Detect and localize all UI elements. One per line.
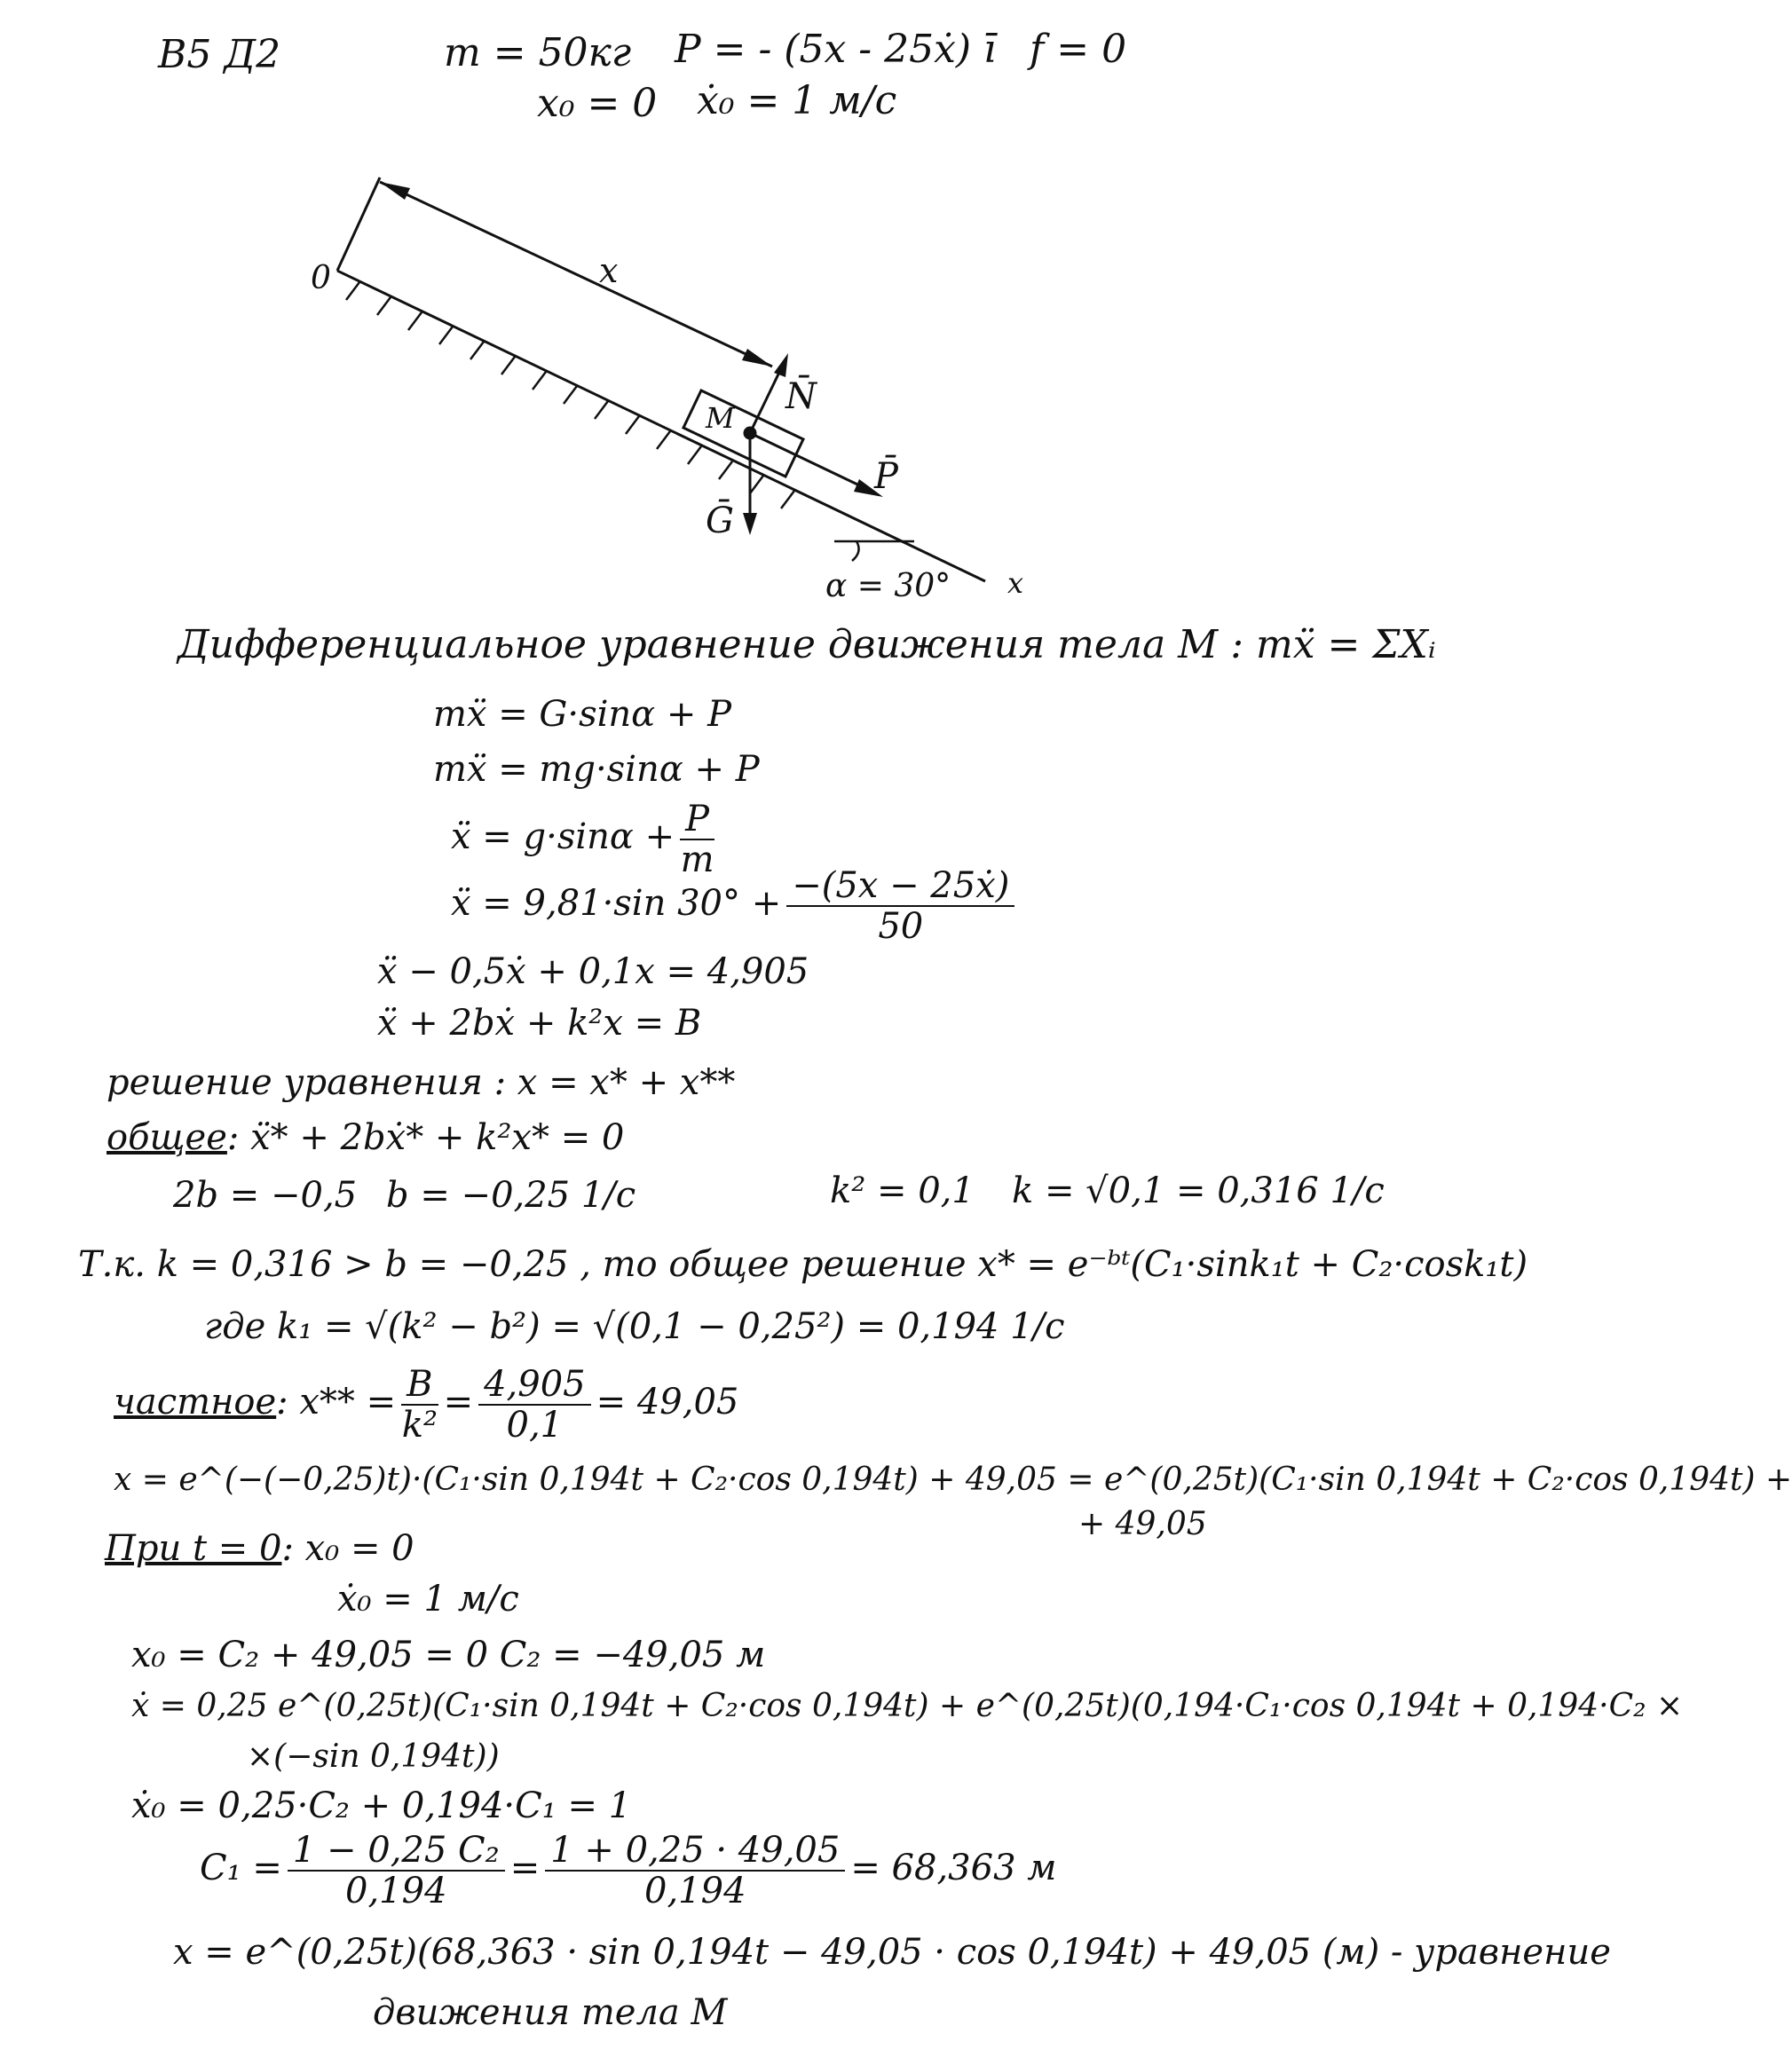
initial-velocity-equation: ẋ₀ = 0,25·C₂ + 0,194·C₁ = 1 [131, 1785, 632, 1826]
equation-4-left: ẍ = 9,81·sin 30° + [451, 883, 782, 924]
k-value: k = √0,1 = 0,316 1/с [1012, 1170, 1385, 1211]
particular-fraction-2 [478, 1364, 591, 1446]
equation-3-numerator: P [680, 801, 714, 840]
friction-value: f = 0 [1030, 27, 1127, 72]
c1-fraction-1 [288, 1832, 505, 1909]
velocity-expression: ẋ = 0,25 e^(0,25t)(C₁·sin 0,194t + C₂·cos 0,194t) + e^(0,25t)(0,194·C₁·cos 0,194t + 0,194·C₂ × [131, 1688, 1684, 1724]
c1-numerator-2: 1 + 0,25 · 49,05 [545, 1832, 845, 1872]
equation-1: mẍ = G·sinα + P [433, 694, 732, 735]
c1-fraction-2 [545, 1832, 845, 1909]
equation-4-numerator: −(5x − 25ẋ) [786, 868, 1014, 907]
equation-3-left: ẍ = g·sinα + [451, 816, 675, 857]
x-dimension-line [380, 182, 772, 366]
normal-force-label: N̄ [785, 376, 817, 417]
c2-derivation: x₀ = C₂ + 49,05 = 0 C₂ = −49,05 м [131, 1635, 766, 1675]
k-squared-value: k² = 0,1 [830, 1170, 975, 1211]
origin-extension [337, 177, 380, 271]
section-title: Дифференциальное уравнение движения тела M : mẍ = ΣXᵢ [178, 622, 1436, 667]
mass-value: m = 50кг [444, 30, 632, 75]
applied-force-arrow [750, 433, 874, 493]
particular-equals: = [443, 1382, 474, 1423]
two-b-value: 2b = −0,5 [173, 1175, 358, 1216]
at-t0-label: При t = 0 [105, 1528, 282, 1569]
c1-left: C₁ = [200, 1848, 282, 1888]
c1-denominator-2: 0,194 [644, 1871, 746, 1911]
angle-label: α = 30° [825, 568, 951, 604]
c1-equals: = [509, 1848, 541, 1888]
equation-6: ẍ + 2bẋ + k²x = B [377, 1003, 702, 1044]
final-equation-continued: движения тела M [373, 1992, 728, 2033]
initial-position: x₀ = 0 [537, 81, 658, 126]
block-label: M [706, 401, 735, 435]
incline-surface [337, 271, 985, 581]
equation-3-fraction [680, 801, 714, 878]
equation-5: ẍ − 0,5ẋ + 0,1x = 4,905 [377, 951, 809, 992]
particular-numerator-1: B [401, 1367, 438, 1406]
incline-diagram [0, 0, 1452, 621]
final-equation: x = e^(0,25t)(68,363 · sin 0,194t − 49,05 · cos 0,194t) + 49,05 (м) - уравнение [173, 1932, 1611, 1973]
particular-left: : x** = [276, 1382, 397, 1423]
variant-label: В5 Д2 [158, 32, 281, 77]
general-x-expression: x = e^(−(−0,25)t)·(C₁·sin 0,194t + C₂·cos 0,194t) + 49,05 = e^(0,25t)(C₁·sin 0,194t + C₂·cos 0,194t) + [114, 1462, 1792, 1498]
b-value: b = −0,25 1/с [386, 1175, 636, 1216]
particular-denominator-1: k² [401, 1405, 438, 1446]
initial-conditions-line [105, 1528, 414, 1569]
particular-result: = 49,05 [596, 1382, 739, 1423]
general-equation: : ẍ* + 2bẋ* + k²x* = 0 [226, 1117, 625, 1158]
general-label: общее [107, 1117, 227, 1158]
particular-solution-line [114, 1364, 739, 1446]
general-x-expression-continued: + 49,05 [1078, 1506, 1207, 1542]
equation-2: mẍ = mg·sinα + P [433, 749, 760, 790]
velocity-expression-continued: ×(−sin 0,194t)) [247, 1738, 500, 1775]
equation-3 [451, 801, 720, 878]
particular-denominator-2: 0,1 [506, 1405, 564, 1446]
surface-hatching [346, 282, 794, 508]
x-dimension-label: x [599, 251, 619, 290]
at-t0-position: : x₀ = 0 [281, 1528, 414, 1569]
c1-result: = 68,363 м [850, 1848, 1057, 1888]
at-t0-velocity: ẋ₀ = 1 м/с [337, 1579, 519, 1620]
equation-4-fraction [786, 865, 1014, 947]
equation-4 [451, 865, 1020, 947]
c1-numerator-1: 1 − 0,25 C₂ [288, 1832, 505, 1872]
particular-label: частное [114, 1382, 277, 1423]
equation-3-denominator: m [680, 839, 714, 880]
force-expression: P = - (5x - 25ẋ) ī [675, 27, 997, 72]
applied-force-label: P̄ [874, 456, 898, 497]
c1-denominator-1: 0,194 [345, 1871, 447, 1911]
particular-fraction-1 [401, 1364, 438, 1446]
particular-numerator-2: 4,905 [478, 1367, 591, 1406]
initial-velocity: ẋ₀ = 1 м/с [697, 78, 897, 123]
c1-derivation [200, 1832, 1056, 1909]
general-solution-line [107, 1117, 625, 1158]
condition-statement: Т.к. k = 0,316 > b = −0,25 , то общее решение x* = e⁻ᵇᵗ(C₁·sink₁t + C₂·cosk₁t) [78, 1244, 1528, 1285]
k1-value: где k₁ = √(k² − b²) = √(0,1 − 0,25²) = 0,194 1/с [204, 1306, 1065, 1347]
solution-form: решение уравнения : x = x* + x** [107, 1062, 736, 1103]
gravity-label: Ḡ [706, 500, 734, 541]
origin-label: 0 [311, 260, 331, 296]
equation-4-denominator: 50 [878, 906, 924, 947]
x-axis-label: x [1007, 566, 1024, 600]
